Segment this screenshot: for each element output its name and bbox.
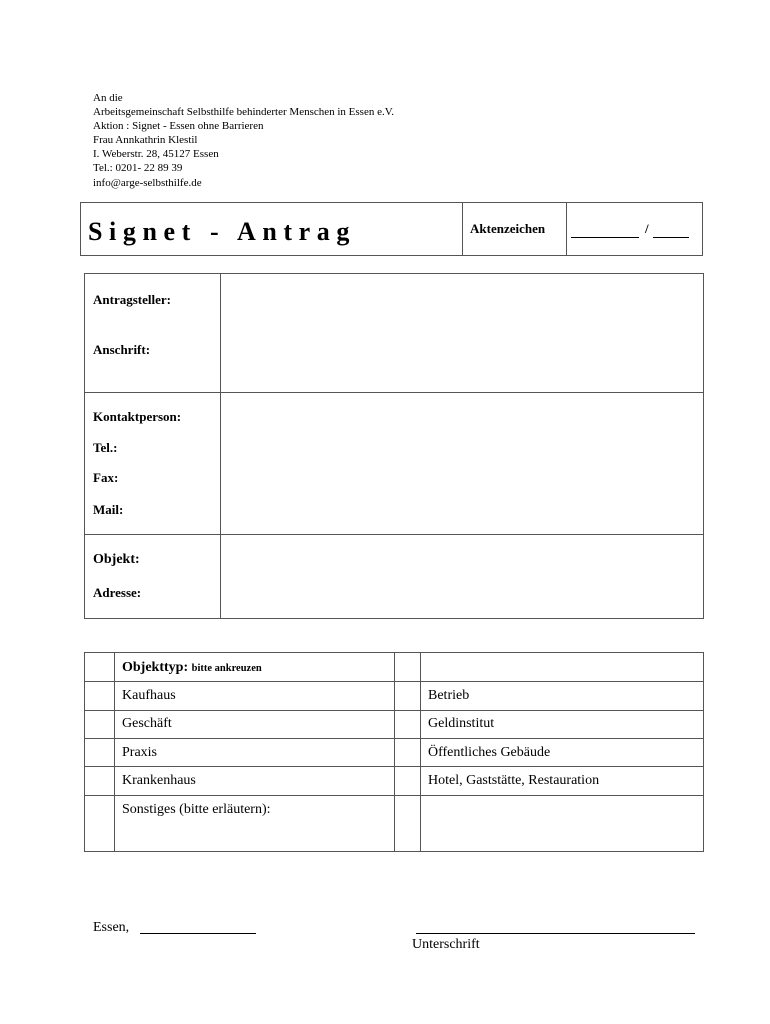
checkbox-sonstiges[interactable] xyxy=(85,796,114,851)
place-label: Essen, xyxy=(93,920,130,935)
option-krankenhaus: Krankenhaus xyxy=(122,773,196,788)
checkbox-geschaeft[interactable] xyxy=(85,711,114,738)
divider xyxy=(85,710,703,711)
divider xyxy=(85,766,703,767)
checkbox-oeffentliches-gebaeude[interactable] xyxy=(395,739,420,766)
kontakt-field[interactable] xyxy=(221,393,703,534)
address-line: I. Weberstr. 28, 45127 Essen xyxy=(93,148,219,161)
checkbox-hotel[interactable] xyxy=(395,767,420,795)
divider xyxy=(114,653,115,851)
address-line: Frau Annkathrin Klestil xyxy=(93,134,198,147)
address-line: An die xyxy=(93,92,123,104)
checkbox-krankenhaus[interactable] xyxy=(85,767,114,795)
divider xyxy=(462,203,463,255)
option-oeffentliches-gebaeude: Öffentliches Gebäude xyxy=(428,745,551,760)
aktenzeichen-label: Aktenzeichen xyxy=(470,221,546,236)
page-title: Signet - Antrag xyxy=(88,217,356,246)
sonstiges-field[interactable] xyxy=(421,796,703,851)
signature-field[interactable] xyxy=(416,933,695,934)
fax-label: Fax: xyxy=(93,470,119,485)
divider xyxy=(85,681,703,682)
recipient-address xyxy=(93,91,394,190)
checkbox-praxis[interactable] xyxy=(85,739,114,766)
option-geldinstitut: Geldinstitut xyxy=(428,716,495,731)
option-kaufhaus: Kaufhaus xyxy=(122,688,176,703)
checkbox-geldinstitut[interactable] xyxy=(395,711,420,738)
address-line: Tel.: 0201- 22 89 39 xyxy=(93,162,183,175)
antragsteller-label: Antragsteller: xyxy=(93,292,171,307)
divider xyxy=(566,203,567,255)
title-box xyxy=(80,202,703,256)
objekttyp-table xyxy=(84,652,704,852)
option-betrieb: Betrieb xyxy=(428,688,470,703)
checkbox-betrieb[interactable] xyxy=(395,682,420,710)
date-field[interactable] xyxy=(140,933,256,934)
mail-label: Mail: xyxy=(93,502,124,517)
antragsteller-field[interactable] xyxy=(221,274,703,392)
address-line: Aktion : Signet - Essen ohne Barrieren xyxy=(93,120,264,133)
objekttyp-hint: bitte ankreuzen xyxy=(191,663,262,674)
checkbox-kaufhaus[interactable] xyxy=(85,682,114,710)
option-praxis: Praxis xyxy=(122,745,157,760)
option-sonstiges: Sonstiges (bitte erläutern): xyxy=(122,802,271,817)
aktenzeichen-underline xyxy=(571,237,639,238)
option-hotel: Hotel, Gaststätte, Restauration xyxy=(428,773,600,788)
address-line: info@arge-selbsthilfe.de xyxy=(93,176,202,189)
anschrift-label: Anschrift: xyxy=(93,342,151,357)
aktenzeichen-slash: / xyxy=(645,221,649,236)
aktenzeichen-underline xyxy=(653,237,689,238)
address-line: Arbeitsgemeinschaft Selbsthilfe behinderter Menschen in Essen e.V. xyxy=(93,106,394,119)
applicant-form xyxy=(84,273,704,619)
option-geschaeft: Geschäft xyxy=(122,716,172,731)
signature-label: Unterschrift xyxy=(412,937,480,952)
kontaktperson-label: Kontaktperson: xyxy=(93,409,182,424)
adresse-label: Adresse: xyxy=(93,585,142,600)
objekttyp-heading-text: Objekttyp: xyxy=(122,660,189,675)
objekttyp-heading xyxy=(122,660,262,676)
divider xyxy=(85,738,703,739)
tel-label: Tel.: xyxy=(93,440,118,455)
objekt-field[interactable] xyxy=(221,535,703,618)
objekt-label: Objekt: xyxy=(93,552,140,567)
